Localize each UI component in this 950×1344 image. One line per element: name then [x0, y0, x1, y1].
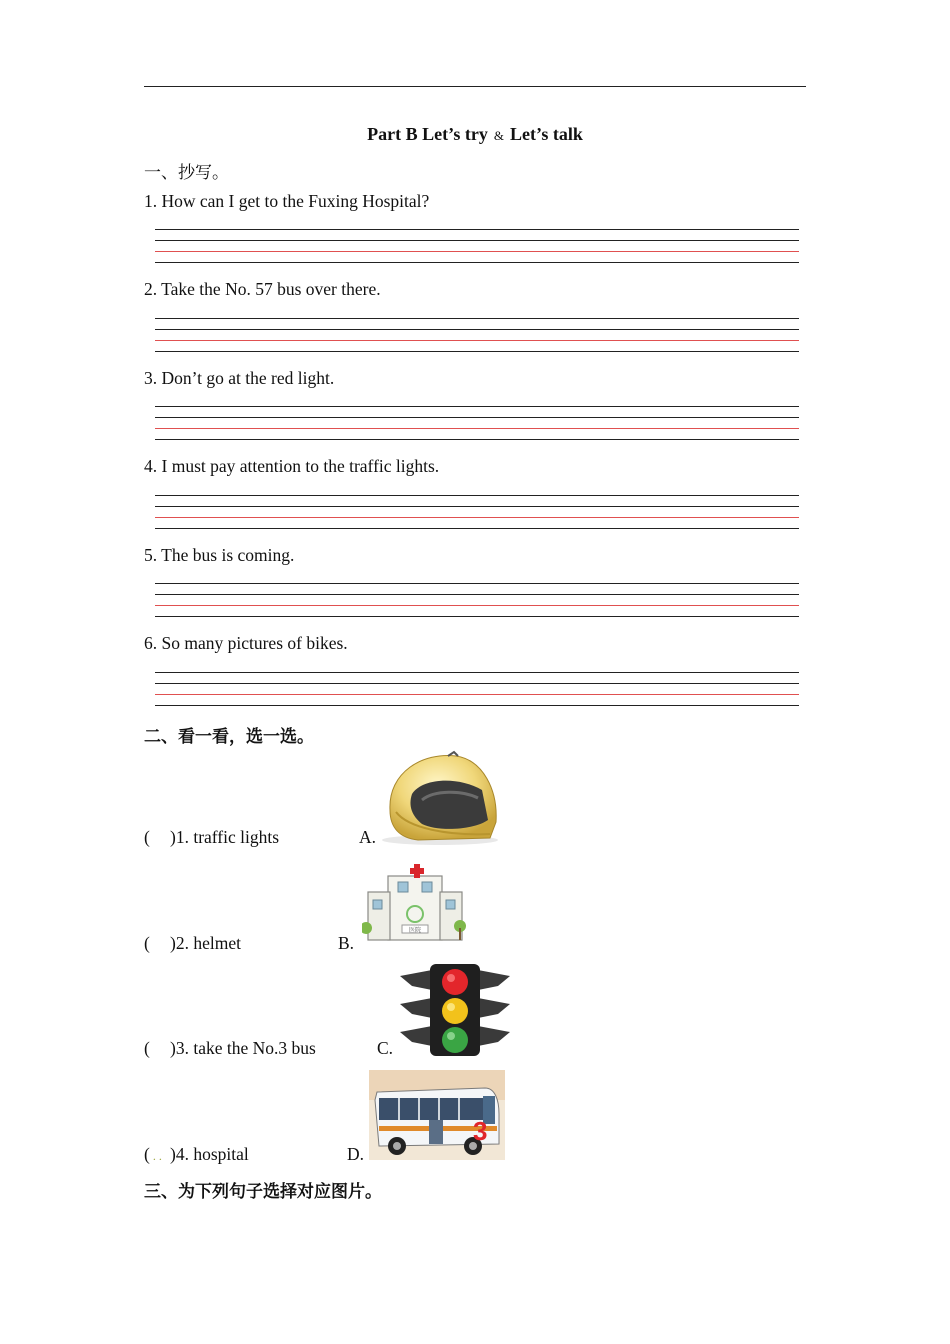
writing-lines-6[interactable]: [155, 672, 799, 706]
option-b-label: B.: [338, 933, 355, 953]
question-text-2: 2. helmet: [175, 933, 241, 953]
question-text-3: 3. take the No.3 bus: [175, 1038, 316, 1058]
question-row-2: ( )2. helmet: [144, 933, 241, 953]
bus-number: 3: [473, 1116, 488, 1146]
writing-lines-4[interactable]: [155, 495, 799, 529]
writing-lines-1[interactable]: [155, 229, 799, 263]
header-rule: [144, 86, 806, 87]
option-d-label: D.: [347, 1144, 365, 1164]
question-text-1: 1. traffic lights: [175, 827, 280, 847]
question-row-3: ( )3. take the No.3 bus: [144, 1038, 316, 1058]
page-title: [0, 124, 950, 145]
copy-sentence-3: 3. Don’t go at the red light.: [144, 368, 335, 388]
copy-sentence-2: 2. Take the No. 57 bus over there.: [144, 279, 381, 299]
option-c-label: C.: [377, 1038, 394, 1058]
question-row-1: ( )1. traffic lights: [144, 827, 280, 847]
copy-sentence-6: 6. So many pictures of bikes.: [144, 633, 348, 653]
section1-heading: 一、抄写。: [144, 163, 229, 182]
writing-lines-2[interactable]: [155, 318, 799, 352]
answer-blank-4[interactable]: ( . .: [144, 1144, 162, 1164]
title-end: Let’s talk: [510, 124, 583, 144]
hospital-image: [362, 862, 468, 942]
option-a-label: A.: [359, 827, 377, 847]
title-ampersand: &: [493, 128, 505, 143]
helmet-image: [378, 750, 502, 846]
copy-sentence-4: 4. I must pay attention to the traffic lights.: [144, 456, 440, 476]
writing-lines-3[interactable]: [155, 406, 799, 440]
bus-image: [369, 1070, 505, 1160]
title-main: Part B Let’s try: [367, 124, 488, 144]
traffic-light-image: [398, 964, 512, 1058]
answer-blank-2[interactable]: (: [144, 933, 150, 953]
section3-heading: 三、为下列句子选择对应图片。: [144, 1182, 382, 1201]
question-text-4: 4. hospital: [175, 1144, 249, 1164]
section2-heading: 二、看一看，选一选。: [144, 727, 314, 746]
answer-blank-1[interactable]: (: [144, 827, 150, 847]
writing-lines-5[interactable]: [155, 583, 799, 617]
svg-text:医院: 医院: [408, 927, 422, 934]
copy-sentence-1: 1. How can I get to the Fuxing Hospital?: [144, 191, 430, 211]
answer-blank-3[interactable]: (: [144, 1038, 150, 1058]
copy-sentence-5: 5. The bus is coming.: [144, 545, 295, 565]
question-row-4: ( . . )4. hospital: [144, 1144, 249, 1164]
